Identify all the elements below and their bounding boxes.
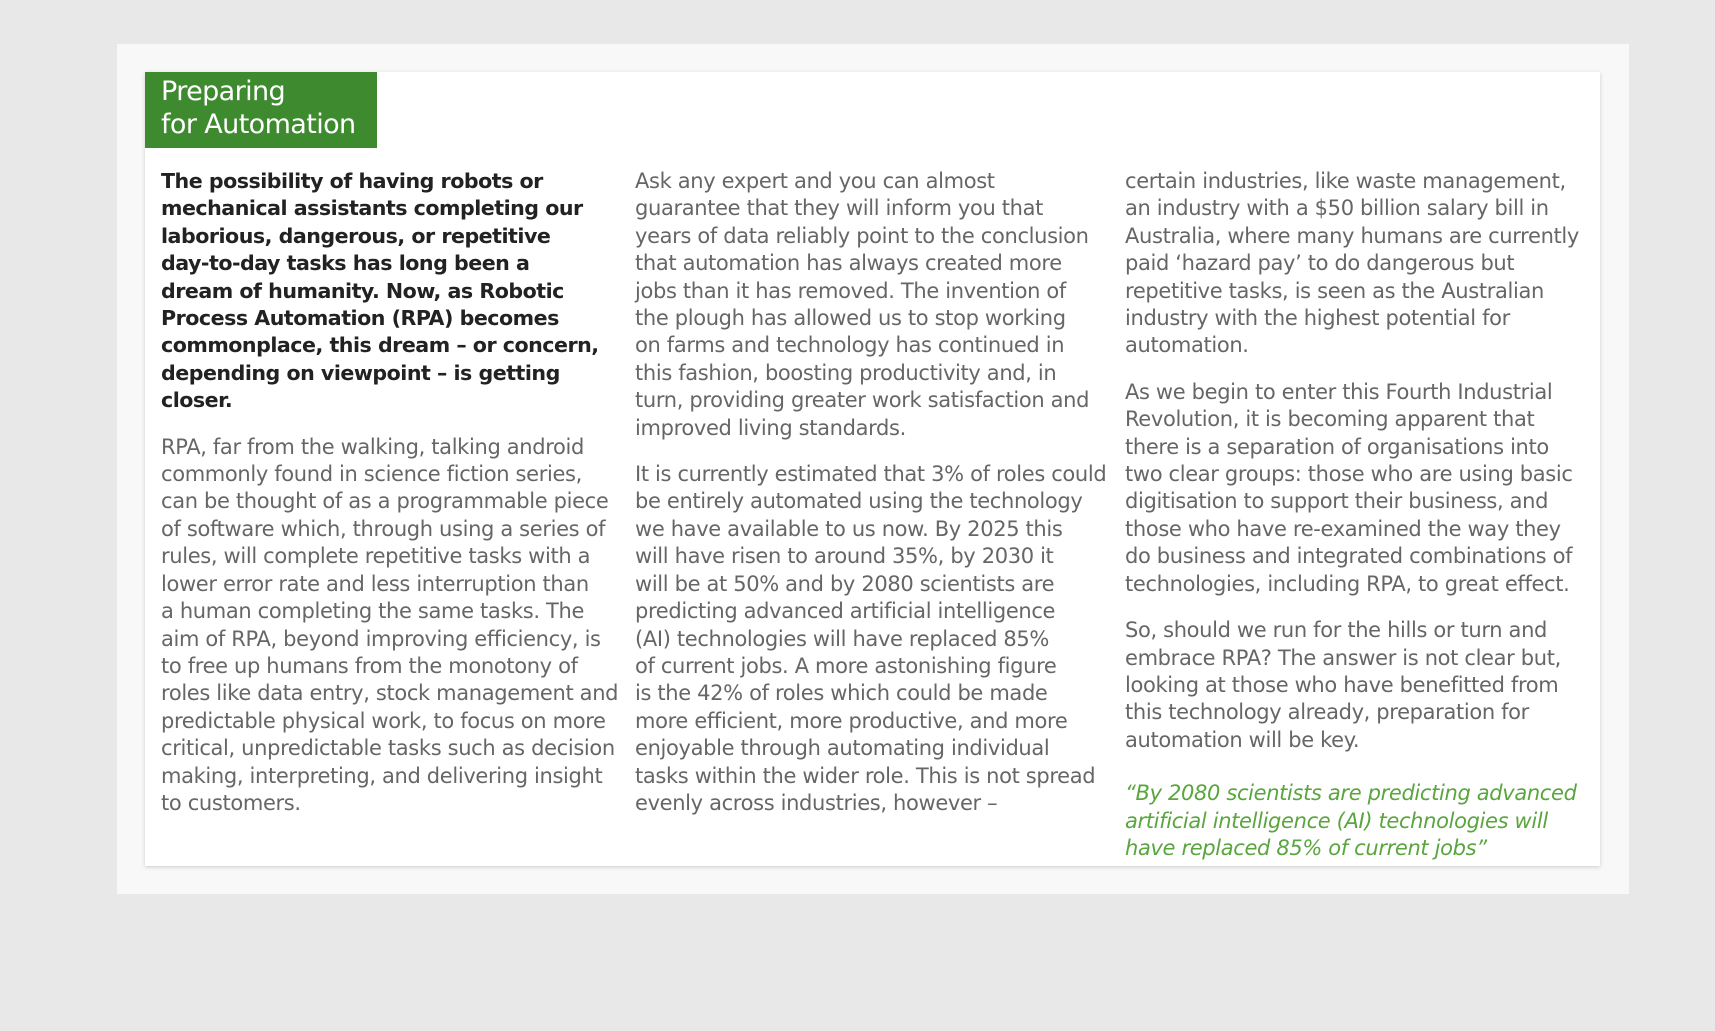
text-line: rules, will complete repetitive tasks with a [161,544,591,569]
text-line: there is a separation of organisations into [1125,434,1549,459]
text-line: repetitive tasks, is seen as the Australian [1125,278,1544,303]
text-line: jobs than it has removed. The invention of [635,278,1066,303]
body-paragraph-rpa-definition [161,434,619,818]
text-line: (AI) technologies will have replaced 85% [635,626,1049,651]
text-line: turn, providing greater work satisfaction and [635,388,1090,413]
article-title-line-2: for Automation [161,109,356,140]
text-line: will be at 50% and by 2080 scientists are [635,571,1055,596]
text-line: industry with the highest potential for [1125,306,1510,331]
text-line: predictable physical work, to focus on more [161,708,606,733]
lead-line: day-to-day tasks has long been a [161,251,530,276]
article-card [145,72,1600,866]
text-line: on farms and technology has continued in [635,333,1065,358]
body-paragraph-fourth-revolution [1125,379,1595,598]
text-line: those who have re-examined the way they [1125,516,1561,541]
lead-paragraph [161,168,619,415]
text-line: commonly found in science fiction series, [161,462,582,487]
lead-line: commonplace, this dream – or concern, [161,333,599,358]
text-line: do business and integrated combinations of [1125,544,1573,569]
text-line: making, interpreting, and delivering insight [161,763,603,788]
text-line: will have risen to around 35%, by 2030 it [635,544,1054,569]
quote-line: have replaced 85% of current jobs” [1125,835,1487,860]
text-line: Australia, where many humans are currently [1125,223,1579,248]
text-line: looking at those who have benefitted from [1125,672,1559,697]
body-paragraph-expert-view [635,168,1115,442]
text-line: be entirely automated using the technology [635,489,1083,514]
column-3 [1125,168,1595,881]
text-line: critical, unpredictable tasks such as decision [161,736,615,761]
text-line: tasks within the wider role. This is not spread [635,763,1096,788]
text-line: a human completing the same tasks. The [161,599,585,624]
text-line: to free up humans from the monotony of [161,653,578,678]
body-paragraph-estimates [635,461,1115,817]
text-line: technologies, including RPA, to great effect. [1125,571,1570,596]
body-paragraph-conclusion [1125,617,1595,754]
lead-line: laborious, dangerous, or repetitive [161,223,551,248]
text-line: we have available to us now. By 2025 this [635,516,1063,541]
text-line: this fashion, boosting productivity and, in [635,360,1057,385]
lead-line: The possibility of having robots or [161,169,543,193]
text-line: more efficient, more productive, and more [635,708,1068,733]
body-paragraph-industries [1125,168,1595,360]
text-line: roles like data entry, stock management and [161,681,619,706]
lead-line: depending on viewpoint – is getting [161,360,560,385]
text-line: of current jobs. A more astonishing figure [635,653,1057,678]
text-line: Ask any expert and you can almost [635,169,995,193]
text-line: that automation has always created more [635,251,1062,276]
quote-line: artificial intelligence (AI) technologies will [1125,808,1548,833]
text-line: of software which, through using a series of [161,516,606,541]
quote-line: “By 2080 scientists are predicting advanced [1125,781,1577,806]
text-line: predicting advanced artificial intelligence [635,599,1056,624]
lead-line: dream of humanity. Now, as Robotic [161,278,564,303]
text-line: automation will be key. [1125,727,1360,752]
text-line: Revolution, it is becoming apparent that [1125,407,1535,432]
text-line: lower error rate and less interruption than [161,571,589,596]
text-line: two clear groups: those who are using basic [1125,462,1573,487]
text-line: the plough has allowed us to stop working [635,306,1066,331]
column-2 [635,168,1115,836]
text-line: aim of RPA, beyond improving efficiency, is [161,626,601,651]
text-line: paid ‘hazard pay’ to do dangerous but [1125,251,1515,276]
lead-line: Process Automation (RPA) becomes [161,306,559,331]
pull-quote [1125,780,1595,862]
text-line: improved living standards. [635,415,906,440]
article-title-box [145,72,377,148]
text-line: digitisation to support their business, and [1125,489,1549,514]
text-line: embrace RPA? The answer is not clear but, [1125,645,1561,670]
text-line: certain industries, like waste management, [1125,169,1566,193]
lead-line: closer. [161,388,233,413]
text-line: It is currently estimated that 3% of roles could [635,462,1107,487]
text-line: can be thought of as a programmable piece [161,489,609,514]
text-line: As we begin to enter this Fourth Industrial [1125,379,1553,404]
text-line: an industry with a $50 billion salary bill in [1125,196,1549,221]
text-line: So, should we run for the hills or turn and [1125,618,1548,643]
text-line: automation. [1125,333,1249,358]
text-line: years of data reliably point to the conclusion [635,223,1089,248]
article-title-line-1: Preparing [161,76,286,107]
text-line: to customers. [161,790,301,815]
text-line: is the 42% of roles which could be made [635,681,1048,706]
column-1 [161,168,619,836]
text-line: guarantee that they will inform you that [635,196,1043,221]
text-line: this technology already, preparation for [1125,700,1529,725]
text-line: RPA, far from the walking, talking android [161,434,584,459]
text-line: enjoyable through automating individual [635,736,1050,761]
text-line: evenly across industries, however – [635,790,998,815]
lead-line: mechanical assistants completing our [161,196,583,221]
